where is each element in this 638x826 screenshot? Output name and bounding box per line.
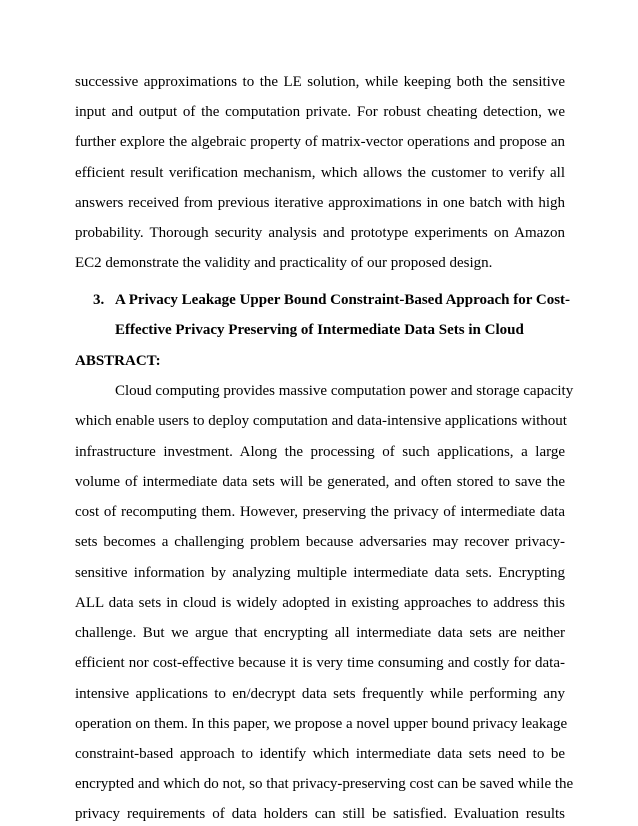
abstract-line-3: infrastructure investment. Along the processing of such applications, a large	[75, 443, 565, 460]
abstract-line-15: privacy requirements of data holders can still be satisfied. Evaluation results	[75, 806, 565, 823]
abstract-line-9: challenge. But we argue that encrypting all intermediate data sets are neither	[75, 625, 565, 642]
intro-line-4: efficient result verification mechanism, which allows the customer to verify all	[75, 164, 565, 181]
intro-line-6: probability. Thorough security analysis and prototype experiments on Amazon	[75, 225, 565, 242]
intro-line-1: successive approximations to the LE solution, while keeping both the sensitive	[75, 74, 565, 90]
section-number: 3.	[93, 291, 105, 308]
abstract-line-6: sets becomes a challenging problem because adversaries may recover privacy-	[75, 534, 565, 551]
abstract-line-4: volume of intermediate data sets will be generated, and often stored to save the	[75, 473, 565, 490]
abstract-line-2: which enable users to deploy computation and data-intensive applications without	[75, 413, 567, 430]
intro-line-7: EC2 demonstrate the validity and practicality of our proposed design.	[75, 255, 493, 272]
abstract-line-5: cost of recomputing them. However, preserving the privacy of intermediate data	[75, 504, 565, 521]
abstract-line-14: encrypted and which do not, so that privacy-preserving cost can be saved while the	[75, 776, 574, 793]
abstract-line-1: Cloud computing provides massive computation power and storage capacity	[115, 383, 574, 400]
intro-line-2: input and output of the computation private. For robust cheating detection, we	[75, 104, 565, 121]
abstract-line-10: efficient nor cost-effective because it is very time consuming and costly for data-	[75, 655, 565, 672]
intro-line-5: answers received from previous iterative approximations in one batch with high	[75, 194, 565, 211]
abstract-line-12: operation on them. In this paper, we propose a novel upper bound privacy leakage	[75, 715, 568, 732]
abstract-line-11: intensive applications to en/decrypt data sets frequently while performing any	[75, 685, 565, 702]
abstract-line-7: sensitive information by analyzing multiple intermediate data sets. Encrypting	[75, 564, 565, 581]
abstract-label: ABSTRACT:	[75, 352, 161, 369]
intro-line-3: further explore the algebraic property of matrix-vector operations and propose an	[75, 134, 565, 151]
abstract-line-13: constraint-based approach to identify which intermediate data sets need to be	[75, 746, 565, 763]
section-title-line-1: A Privacy Leakage Upper Bound Constraint-Based Approach for Cost-	[115, 291, 571, 308]
section-title-line-2: Effective Privacy Preserving of Intermediate Data Sets in Cloud	[115, 321, 524, 338]
abstract-line-8: ALL data sets in cloud is widely adopted in existing approaches to address this	[75, 594, 565, 611]
